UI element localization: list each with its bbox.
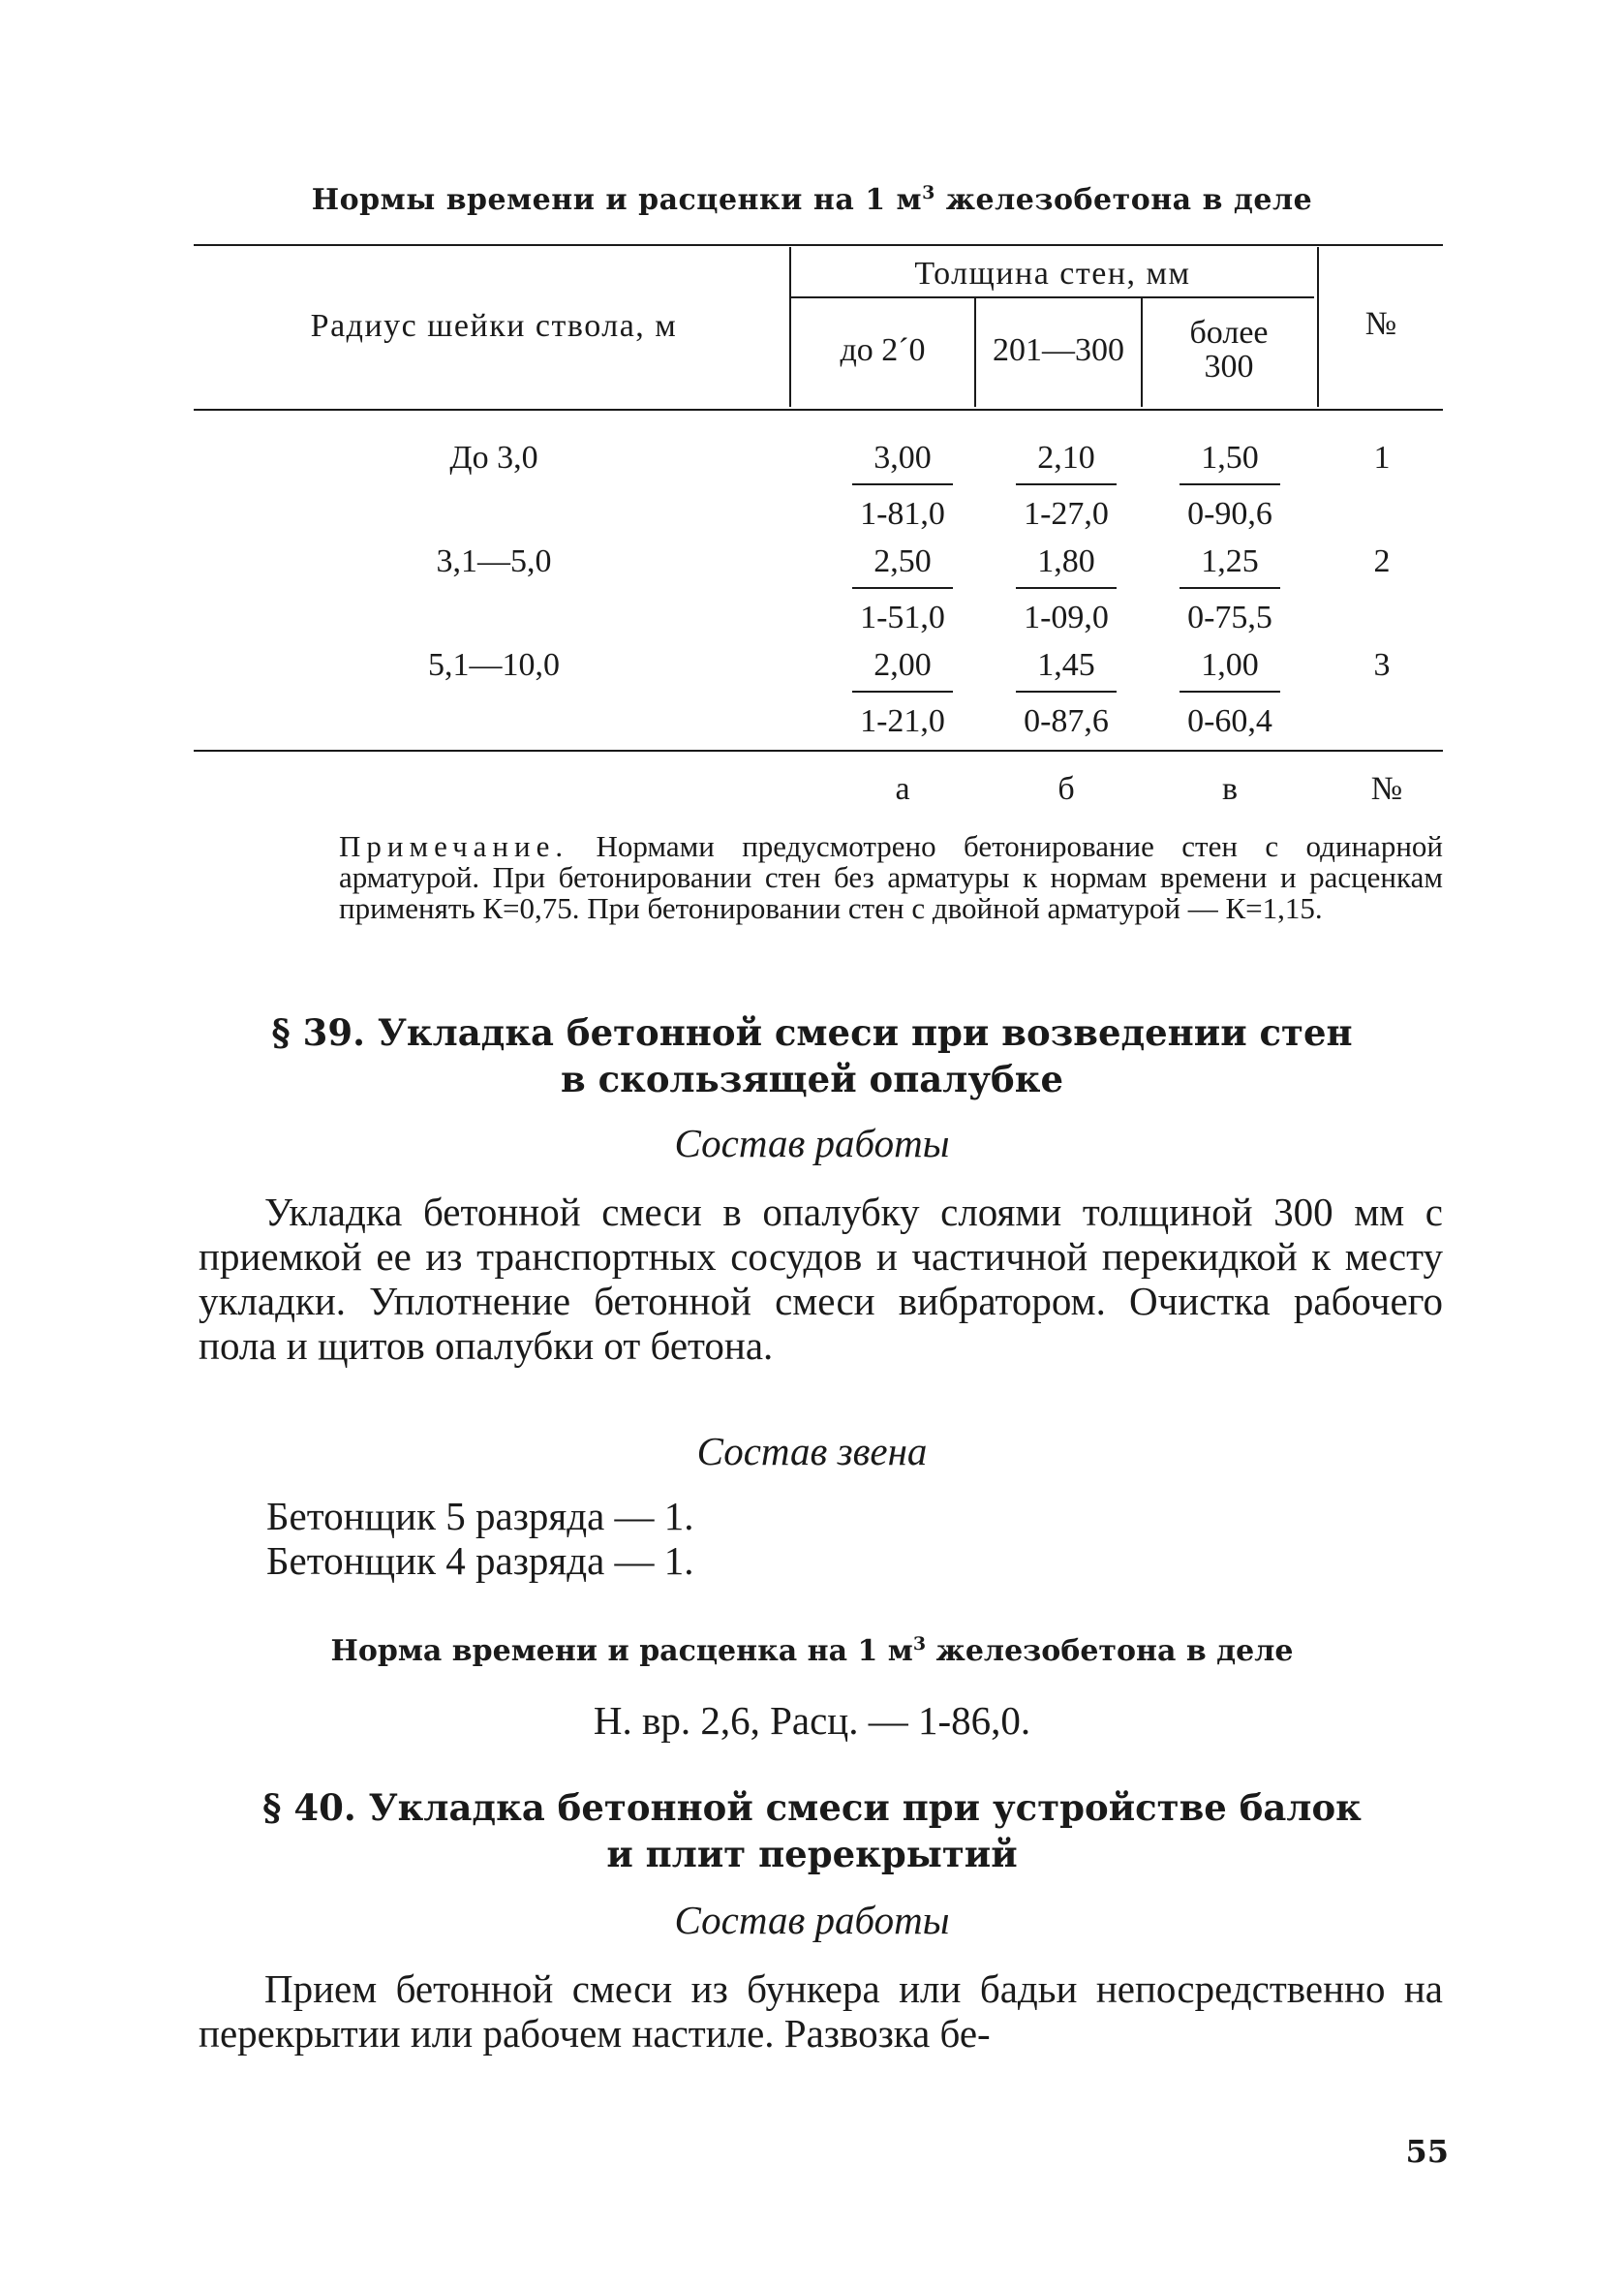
row-1-num: 1: [1373, 440, 1391, 476]
crew-item-2: Бетонщик 4 разряда — 1.: [266, 1538, 694, 1583]
row-2-a-norm: 2,50: [852, 545, 953, 589]
row-1-col-c: [1180, 442, 1280, 531]
row-1-a-rate: 1-81,0: [860, 496, 945, 532]
row-2-c-rate: 0-75,5: [1187, 600, 1272, 635]
header-col-a: до 2´0: [840, 332, 926, 368]
row-3-a-norm: 2,00: [852, 649, 953, 693]
header-radius: Радиус шейки ствола, м: [310, 308, 678, 344]
crew-item-1: Бетонщик 5 разряда — 1.: [266, 1494, 694, 1538]
row-2-radius: 3,1—5,0: [436, 543, 552, 579]
section-39-title-line1: § 39. Укладка бетонной смеси при возведении стен: [271, 1011, 1353, 1054]
table-title: [194, 182, 1430, 217]
table-title-tail: железобетона в деле: [935, 183, 1313, 217]
section-40-title-line1: § 40. Укладка бетонной смеси при устройстве балок: [262, 1786, 1362, 1829]
section-40-work-text-body: Прием бетонной смеси из бункера или бадьи непосредственно на перекрытии или рабочем настиле. Развозка бе-: [199, 1966, 1443, 2056]
footer-col-c: в: [1221, 771, 1239, 807]
row-1-col-a: [852, 442, 953, 531]
section-39-crew-list: [266, 1494, 694, 1583]
header-thickness: Толщина стен, мм: [914, 256, 1191, 292]
note-label: Примечание.: [339, 829, 569, 863]
footer-col-b: б: [1057, 771, 1075, 807]
thickness-subrule: [791, 296, 1314, 298]
page-number: 55: [1405, 2133, 1449, 2170]
row-1-radius: До 3,0: [449, 440, 538, 476]
row-3-b-rate: 0-87,6: [1024, 703, 1109, 739]
section-40-title: [194, 1784, 1430, 1877]
row-3-b-norm: 1,45: [1016, 649, 1117, 693]
header-col-c-line2: 300: [1204, 349, 1254, 385]
row-2-col-b: [1016, 545, 1117, 634]
table-top-rule: [194, 244, 1443, 246]
row-2-col-c: [1180, 545, 1280, 634]
row-3-c-norm: 1,00: [1180, 649, 1280, 693]
footer-num: №: [1370, 771, 1403, 807]
row-1-col-b: [1016, 442, 1117, 531]
norm-title-tail: железобетона в деле: [926, 1634, 1294, 1668]
footer-col-a: а: [895, 771, 910, 807]
row-2-b-norm: 1,80: [1016, 545, 1117, 589]
header-col-b: 201—300: [993, 332, 1124, 368]
row-2-num: 2: [1373, 543, 1391, 579]
header-col-c-line1: более: [1189, 315, 1269, 351]
table-header-rule: [194, 409, 1443, 411]
table-note: [339, 831, 1443, 924]
section-40-work-heading: Состав работы: [674, 1898, 950, 1942]
row-3-col-c: [1180, 649, 1280, 738]
section-39-work-text-body: Укладка бетонной смеси в опалубку слоями толщиной 300 мм с приемкой ее из транспортных сосудов и частичной перекидкой к месту укладки. Уплотнение бетонной смеси вибратором. Очистка рабочего пола и щитов опалубки от бетона.: [199, 1190, 1443, 1368]
table-title-text: Нормы времени и расценки на 1 м: [311, 183, 923, 217]
section-39-norm-value: Н. вр. 2,6, Расц. — 1-86,0.: [593, 1698, 1031, 1743]
row-1-a-norm: 3,00: [852, 442, 953, 485]
header-num: №: [1364, 306, 1397, 342]
section-39-work-heading: Состав работы: [674, 1121, 950, 1165]
row-3-num: 3: [1373, 647, 1391, 683]
row-2-col-a: [852, 545, 953, 634]
section-40-work-text: [199, 1966, 1443, 2056]
section-39-norm-title: [194, 1633, 1430, 1668]
section-39-title-line2: в скользящей опалубке: [560, 1058, 1063, 1100]
row-1-b-norm: 2,10: [1016, 442, 1117, 485]
row-1-c-rate: 0-90,6: [1187, 496, 1272, 532]
row-3-col-a: [852, 649, 953, 738]
norm-title-sup: 3: [912, 1633, 927, 1655]
norm-title-text: Норма времени и расценка на 1 м: [330, 1634, 913, 1668]
row-2-c-norm: 1,25: [1180, 545, 1280, 589]
section-39-title: [194, 1009, 1430, 1102]
row-2-b-rate: 1-09,0: [1024, 600, 1109, 635]
section-39-work-text: [199, 1190, 1443, 1368]
row-3-a-rate: 1-21,0: [860, 703, 945, 739]
section-39-crew-heading: Состав звена: [696, 1429, 928, 1473]
row-3-c-rate: 0-60,4: [1187, 703, 1272, 739]
table-title-sup: 3: [922, 182, 935, 203]
section-40-title-line2: и плит перекрытий: [606, 1833, 1018, 1875]
note-text: Нормами предусмотрено бетонирование стен с одинарной арматурой. При бетонировании стен без арматуры к нормам времени и расценкам применять К=0,75. При бетонировании стен с двойной арматурой — К=1,15.: [339, 829, 1443, 925]
table-bottom-rule: [194, 750, 1443, 752]
row-3-col-b: [1016, 649, 1117, 738]
row-3-radius: 5,1—10,0: [428, 647, 560, 683]
row-1-b-rate: 1-27,0: [1024, 496, 1109, 532]
row-2-a-rate: 1-51,0: [860, 600, 945, 635]
row-1-c-norm: 1,50: [1180, 442, 1280, 485]
